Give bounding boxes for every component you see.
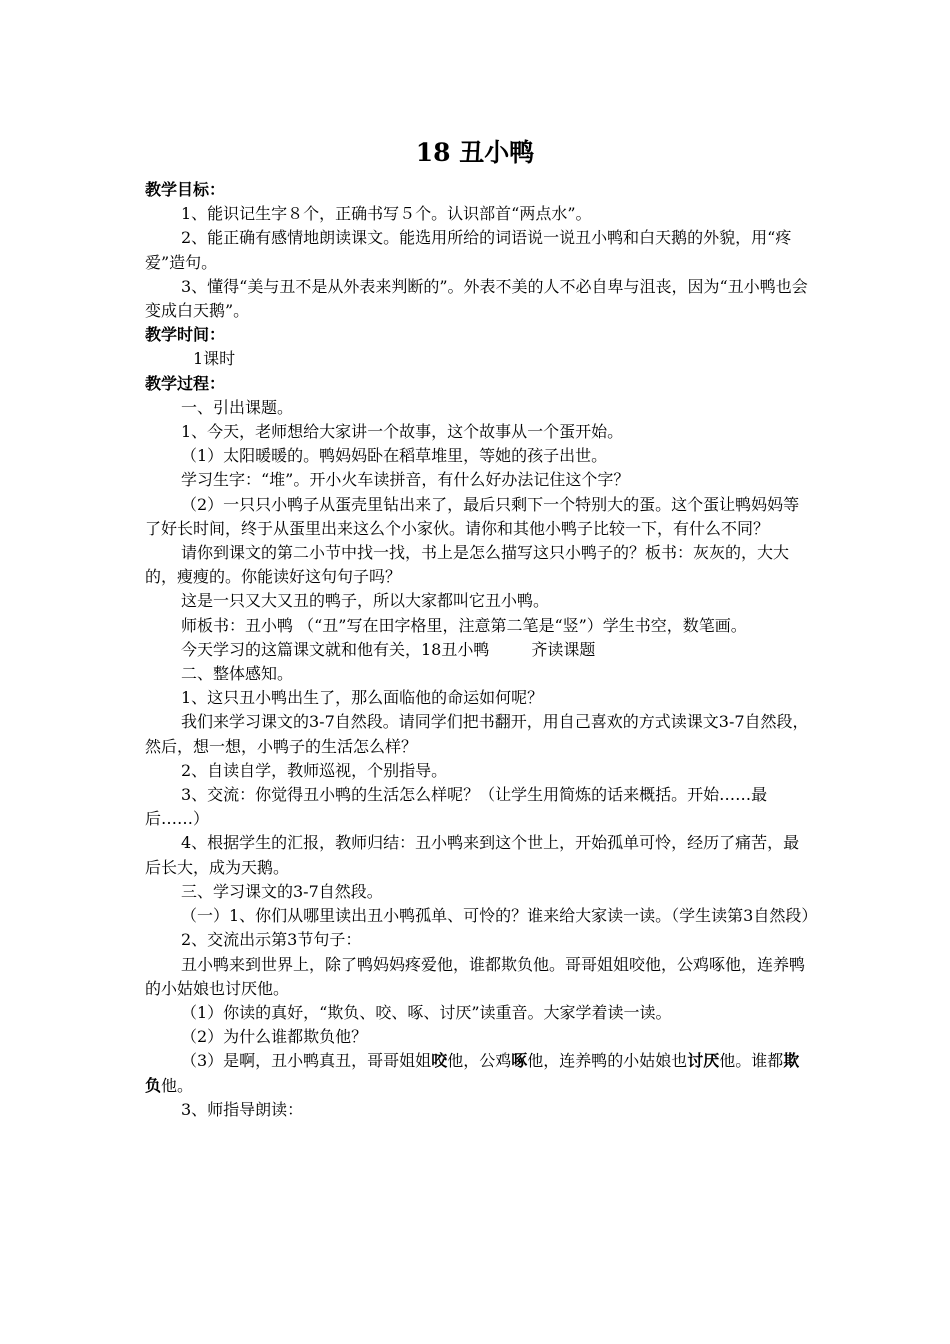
time-heading: 教学时间： xyxy=(145,325,226,345)
goal-item: 2、能正确有感情地朗读课文。能选用所给的词语说一说丑小鸭和白天鹅的外貌，用“疼爱”造句。 xyxy=(145,228,792,272)
process-paragraph: 3、师指导朗读： xyxy=(181,1099,304,1119)
process-paragraph: 二、整体感知。 xyxy=(181,664,294,684)
process-paragraph: 三、学习课文的3-7自然段。 xyxy=(181,881,383,901)
lesson-plan-body xyxy=(145,178,818,1122)
process-paragraph: 1、今天，老师想给大家讲一个故事，这个故事从一个蛋开始。 xyxy=(181,422,624,442)
process-paragraph: 这是一只又大又丑的鸭子，所以大家都叫它丑小鸭。 xyxy=(181,591,550,611)
read-title-note: 齐读课题 xyxy=(531,639,596,659)
process-paragraph: 2、自读自学，教师巡视，个别指导。 xyxy=(181,760,448,780)
goals-heading: 教学目标： xyxy=(145,180,226,199)
process-paragraph: 3、交流：你觉得丑小鸭的生活怎么样呢？（让学生用简炼的话来概括。开始……最后……） xyxy=(145,785,768,829)
page-title: 18 丑小鸭 xyxy=(415,138,535,167)
text-run: 他，公鸡 xyxy=(447,1051,512,1071)
emphasis-word: 啄 xyxy=(511,1051,528,1071)
emphasis-word: 欺负 xyxy=(145,1051,800,1095)
quoted-passage: 丑小鸭来到世界上，除了鸭妈妈疼爱他，谁都欺负他。哥哥姐姐咬他，公鸡啄他，连养鸭的小姑娘也讨厌他。 xyxy=(145,954,806,998)
process-heading: 教学过程： xyxy=(145,373,226,393)
process-paragraph: 学习生字：“堆”。开小火车读拼音，有什么好办法记住这个字？ xyxy=(181,470,630,490)
course-title-sentence: 今天学习的这篇课文就和他有关，18丑小鸭 xyxy=(181,639,490,659)
process-paragraph: 2、交流出示第3节句子： xyxy=(181,930,362,950)
emphasis-word: 讨厌 xyxy=(687,1051,720,1071)
process-paragraph: 1、这只丑小鸭出生了，那么面临他的命运如何呢？ xyxy=(181,688,544,708)
process-paragraph: （1）太阳暖暖的。鸭妈妈卧在稻草堆里，等她的孩子出世。 xyxy=(181,446,608,466)
process-paragraph: （2）为什么谁都欺负他？ xyxy=(181,1027,368,1047)
process-paragraph: 一、引出课题。 xyxy=(181,397,294,417)
text-run: 他。 xyxy=(161,1075,194,1095)
emphasis-word: 咬 xyxy=(431,1051,448,1071)
process-paragraph xyxy=(145,1049,815,1097)
process-paragraph xyxy=(145,638,815,662)
time-value: 1课时 xyxy=(193,349,236,369)
process-paragraph: （一）1、你们从哪里读出丑小鸭孤单、可怜的？谁来给大家读一读。（学生读第3自然段） xyxy=(181,906,818,926)
process-paragraph: （2）一只只小鸭子从蛋壳里钻出来了，最后只剩下一个特别大的蛋。这个蛋让鸭妈妈等了好长时间，终于从蛋里出来这么个小家伙。请你和其他小鸭子比较一下，有什么不同？ xyxy=(145,494,800,538)
text-run: 他，连养鸭的小姑娘也 xyxy=(527,1051,688,1071)
process-paragraph: （1）你读的真好，“欺负、咬、啄、讨厌”读重音。大家学着读一读。 xyxy=(181,1002,672,1022)
process-paragraph: 师板书：丑小鸭 （“丑”写在田字格里，注意第二笔是“竖”）学生书空，数笔画。 xyxy=(181,615,747,635)
process-paragraph: 4、根据学生的汇报，教师归结：丑小鸭来到这个世上，开始孤单可怜，经历了痛苦，最后长大，成为天鹅。 xyxy=(145,833,800,877)
text-run: 他。谁都 xyxy=(719,1051,784,1071)
process-paragraph: 我们来学习课文的3-7自然段。请同学们把书翻开，用自己喜欢的方式读课文3-7自然段，然后，想一想，小鸭子的生活怎么样？ xyxy=(145,712,809,756)
process-paragraph: 请你到课文的第二小节中找一找，书上是怎么描写这只小鸭子的？板书：灰灰的，大大的，瘦瘦的。你能读好这句句子吗？ xyxy=(145,543,790,587)
goal-item: 1、能识记生字８个，正确书写５个。认识部首“两点水”。 xyxy=(181,204,592,224)
goal-item: 3、懂得“美与丑不是从外表来判断的”。外表不美的人不必自卑与沮丧，因为“丑小鸭也会变成白天鹅”。 xyxy=(145,276,808,321)
text-run: （3）是啊，丑小鸭真丑，哥哥姐姐 xyxy=(181,1051,432,1071)
